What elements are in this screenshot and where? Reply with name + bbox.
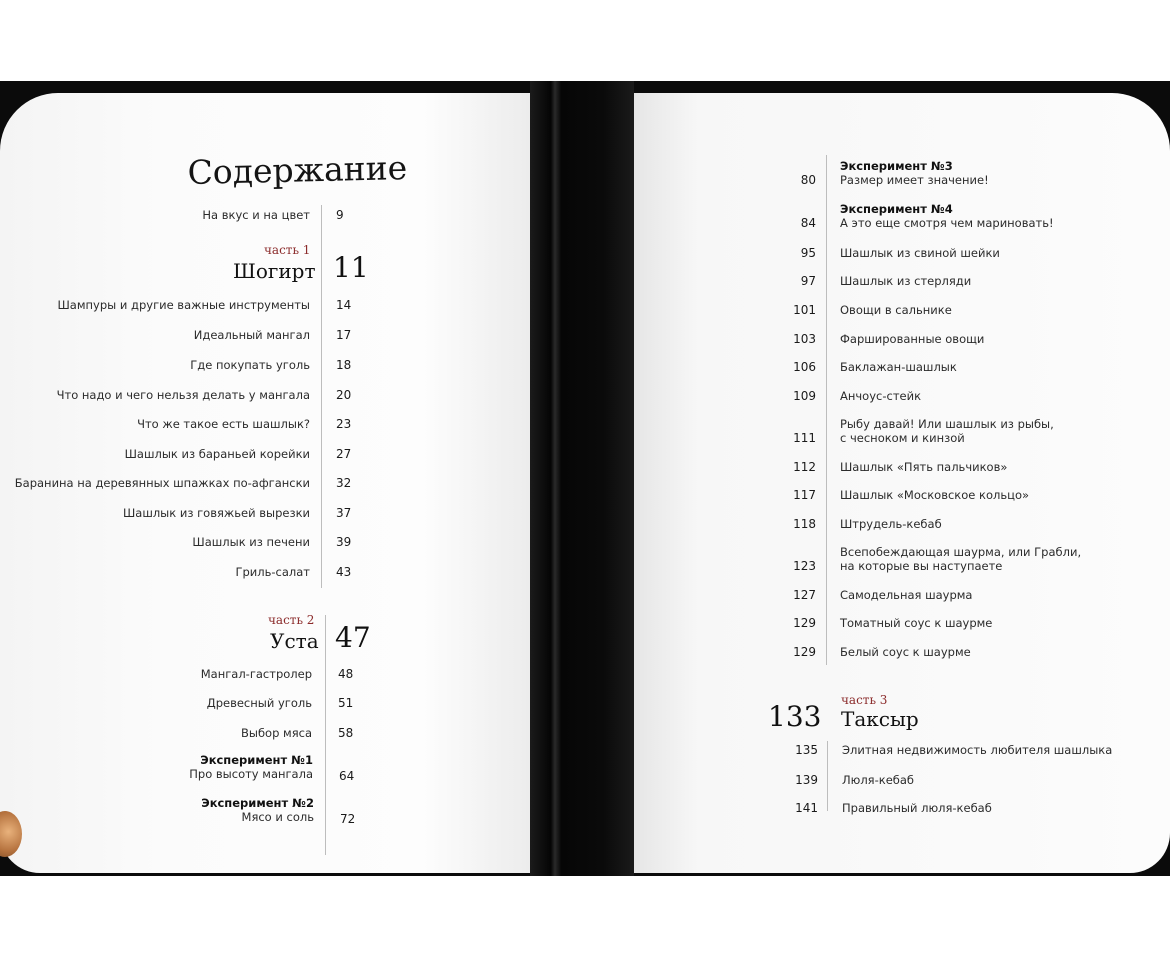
entry-label: Томатный соус к шаурме bbox=[840, 616, 993, 630]
toc-entry[interactable] bbox=[10, 417, 376, 431]
entry-label: Баранина на деревянных шпажках по-афгански bbox=[14, 476, 310, 490]
entry-label: Шашлык «Московское кольцо» bbox=[840, 488, 1030, 502]
toc-entry[interactable] bbox=[10, 388, 376, 402]
entry-page: 129 bbox=[793, 645, 816, 659]
entry-label: Что же такое есть шашлык? bbox=[137, 417, 310, 431]
entry-label: Где покупать уголь bbox=[190, 358, 310, 372]
toc-entry[interactable] bbox=[766, 332, 1100, 346]
entry-page: 39 bbox=[336, 535, 352, 549]
entry-label bbox=[828, 417, 1100, 445]
toc-entry[interactable] bbox=[766, 616, 1100, 630]
entry-label: Элитная недвижимость любителя шашлыка bbox=[842, 743, 1113, 757]
entry-label bbox=[13, 753, 327, 781]
entry-page: 117 bbox=[793, 488, 816, 502]
toc-entry[interactable] bbox=[768, 801, 1102, 815]
entry-page: 17 bbox=[336, 328, 352, 342]
entry-page: 27 bbox=[336, 447, 352, 461]
entry-page: 51 bbox=[338, 696, 354, 710]
entry-page: 64 bbox=[339, 769, 355, 783]
entry-page: 48 bbox=[338, 667, 354, 681]
experiment-title: Эксперимент №4 bbox=[840, 202, 953, 216]
entry-label: На вкус и на цвет bbox=[202, 208, 310, 222]
toc-entry[interactable] bbox=[766, 389, 1100, 403]
intro-entry[interactable] bbox=[10, 208, 376, 222]
experiment-entry[interactable] bbox=[766, 202, 1100, 230]
entry-label: Шашлык из печени bbox=[192, 535, 310, 549]
entry-label: Штрудель-кебаб bbox=[840, 517, 942, 531]
toc-entry[interactable] bbox=[766, 545, 1100, 573]
entry-page: 18 bbox=[336, 358, 352, 372]
entry-label: Самодельная шаурма bbox=[840, 588, 973, 602]
toc-entry[interactable] bbox=[766, 274, 1100, 288]
entry-page: 23 bbox=[336, 417, 352, 431]
entry-page: 84 bbox=[800, 216, 816, 230]
entry-label-line1: Всепобеждающая шаурма, или Грабли, bbox=[840, 545, 1082, 559]
entry-page: 129 bbox=[793, 616, 816, 630]
part2-label: часть 2 bbox=[268, 613, 315, 627]
entry-page: 141 bbox=[795, 801, 818, 815]
experiment-entry[interactable] bbox=[13, 753, 379, 783]
entry-label-line1: Рыбу давай! Или шашлык из рыбы, bbox=[840, 417, 1054, 431]
entry-page: 139 bbox=[795, 773, 818, 787]
entry-page: 9 bbox=[336, 208, 344, 222]
entry-page: 127 bbox=[793, 588, 816, 602]
entry-page: 103 bbox=[793, 332, 816, 346]
toc-entry[interactable] bbox=[10, 328, 376, 342]
entry-label: Гриль-салат bbox=[235, 565, 310, 579]
book-photo bbox=[0, 81, 1170, 876]
entry-label: Люля-кебаб bbox=[842, 773, 914, 787]
entry-label: Шашлык из стерляди bbox=[840, 274, 972, 288]
entry-label: Выбор мяса bbox=[240, 726, 312, 740]
entry-page: 97 bbox=[800, 274, 816, 288]
entry-label: Что надо и чего нельзя делать у мангала bbox=[56, 388, 310, 402]
toc-entry[interactable] bbox=[766, 645, 1100, 659]
book-spine bbox=[530, 81, 634, 876]
entry-label: Шашлык из говяжьей вырезки bbox=[122, 506, 310, 520]
experiment-subtitle: А это еще смотря чем мариновать! bbox=[840, 216, 1054, 230]
entry-page: 118 bbox=[793, 517, 816, 531]
left-page bbox=[0, 93, 530, 873]
toc-entry[interactable] bbox=[766, 488, 1100, 502]
entry-label bbox=[828, 545, 1100, 573]
part3-label: часть 3 bbox=[841, 693, 888, 707]
entry-label bbox=[14, 796, 328, 824]
experiment-title: Эксперимент №1 bbox=[200, 753, 313, 767]
entry-label: Баклажан-шашлык bbox=[840, 360, 957, 374]
entry-label: Шампуры и другие важные инструменты bbox=[57, 298, 310, 312]
entry-page: 32 bbox=[336, 476, 352, 490]
part1-number: 11 bbox=[333, 251, 369, 284]
part2-number: 47 bbox=[335, 621, 371, 654]
experiment-subtitle: Размер имеет значение! bbox=[840, 173, 989, 187]
right-page bbox=[634, 93, 1170, 873]
entry-page: 58 bbox=[338, 726, 354, 740]
toc-entry[interactable] bbox=[766, 517, 1100, 531]
entry-page: 111 bbox=[793, 431, 816, 445]
experiment-subtitle: Мясо и соль bbox=[241, 810, 314, 824]
entry-label: Белый соус к шаурме bbox=[840, 645, 971, 659]
toc-entry[interactable] bbox=[10, 298, 376, 312]
entry-label bbox=[828, 159, 1100, 187]
contents-title: Содержание bbox=[187, 148, 408, 192]
toc-entry[interactable] bbox=[10, 358, 376, 372]
toc-entry[interactable] bbox=[12, 667, 378, 681]
toc-entry[interactable] bbox=[12, 696, 378, 710]
toc-entry[interactable] bbox=[768, 773, 1102, 787]
entry-label: Правильный люля-кебаб bbox=[842, 801, 992, 815]
entry-page: 20 bbox=[336, 388, 352, 402]
part1-label: часть 1 bbox=[264, 243, 311, 257]
toc-entry[interactable] bbox=[10, 447, 376, 461]
entry-page: 37 bbox=[336, 506, 352, 520]
entry-label-line2: с чесноком и кинзой bbox=[840, 431, 965, 445]
entry-page: 80 bbox=[800, 173, 816, 187]
toc-entry[interactable] bbox=[766, 246, 1100, 260]
entry-label-line2: на которые вы наступаете bbox=[840, 559, 1003, 573]
entry-page: 109 bbox=[793, 389, 816, 403]
experiment-title: Эксперимент №3 bbox=[840, 159, 953, 173]
entry-page: 43 bbox=[336, 565, 352, 579]
toc-entry[interactable] bbox=[766, 360, 1100, 374]
entry-label: Шашлык из свиной шейки bbox=[840, 246, 1000, 260]
toc-entry[interactable] bbox=[766, 303, 1100, 317]
entry-page: 101 bbox=[793, 303, 816, 317]
toc-entry[interactable] bbox=[766, 460, 1100, 474]
toc-entry[interactable] bbox=[766, 417, 1100, 445]
toc-entry[interactable] bbox=[10, 506, 376, 520]
entry-page: 106 bbox=[793, 360, 816, 374]
experiment-title: Эксперимент №2 bbox=[201, 796, 314, 810]
entry-page: 112 bbox=[793, 460, 816, 474]
toc-entry[interactable] bbox=[10, 535, 376, 549]
toc-entry[interactable] bbox=[12, 726, 378, 740]
entry-page: 14 bbox=[336, 298, 352, 312]
experiment-subtitle: Про высоту мангала bbox=[189, 767, 313, 781]
entry-page: 95 bbox=[800, 246, 816, 260]
part3-number: 133 bbox=[768, 700, 822, 733]
experiment-entry[interactable] bbox=[14, 796, 380, 826]
entry-label: Идеальный мангал bbox=[193, 328, 310, 342]
experiment-entry[interactable] bbox=[766, 159, 1100, 187]
part3-name: Таксыр bbox=[841, 707, 919, 731]
entry-label: Овощи в сальнике bbox=[840, 303, 952, 317]
toc-entry[interactable] bbox=[768, 743, 1132, 757]
part1-name: Шогирт bbox=[233, 259, 316, 283]
entry-label: Древесный уголь bbox=[206, 696, 312, 710]
entry-label bbox=[828, 202, 1100, 230]
entry-label: Шашлык «Пять пальчиков» bbox=[840, 460, 1008, 474]
toc-entry[interactable] bbox=[10, 476, 376, 490]
entry-page: 72 bbox=[340, 812, 356, 826]
entry-label: Шашлык из бараньей корейки bbox=[124, 447, 310, 461]
entry-page: 135 bbox=[795, 743, 818, 757]
toc-entry[interactable] bbox=[10, 565, 376, 579]
entry-page: 123 bbox=[793, 559, 816, 573]
part2-name: Уста bbox=[270, 629, 319, 653]
toc-entry[interactable] bbox=[766, 588, 1100, 602]
entry-label: Анчоус-стейк bbox=[840, 389, 922, 403]
entry-label: Мангал-гастролер bbox=[200, 667, 312, 681]
entry-label: Фаршированные овощи bbox=[840, 332, 985, 346]
